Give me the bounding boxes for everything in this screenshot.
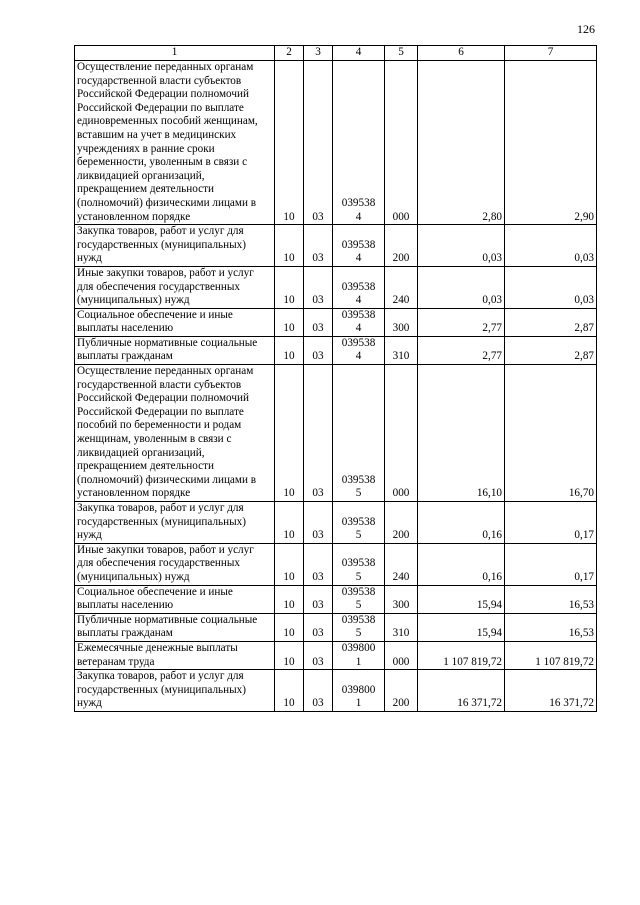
row-expense-type: 240	[385, 266, 418, 308]
row-amount-year-1: 2,77	[418, 336, 505, 364]
target-article-code: 039800	[341, 641, 376, 654]
row-name: Закупка товаров, работ и услуг для государственных (муниципальных) нужд	[75, 502, 275, 544]
row-section: 10	[275, 308, 304, 336]
target-article-suffix: 4	[355, 322, 362, 335]
row-subsection: 03	[304, 502, 333, 544]
header-col-2: 2	[275, 46, 304, 61]
target-article-suffix: 1	[355, 655, 362, 668]
row-amount-year-2: 16,53	[505, 585, 597, 613]
row-amount-year-1: 0,03	[418, 266, 505, 308]
table-row	[75, 308, 597, 336]
table-row	[75, 641, 597, 669]
target-article-suffix: 5	[355, 599, 362, 612]
table-row	[75, 502, 597, 544]
row-section: 10	[275, 336, 304, 364]
row-expense-type: 240	[385, 543, 418, 585]
row-amount-year-2: 1 107 819,72	[505, 641, 597, 669]
target-article-code: 039538	[341, 238, 376, 251]
row-name: Публичные нормативные социальные выплаты гражданам	[75, 613, 275, 641]
table-row	[75, 225, 597, 267]
row-amount-year-2: 16,53	[505, 613, 597, 641]
target-article-code: 039538	[341, 613, 376, 626]
row-expense-type: 200	[385, 225, 418, 267]
row-section: 10	[275, 502, 304, 544]
row-target-article	[333, 61, 385, 225]
row-name: Иные закупки товаров, работ и услуг для обеспечения государственных (муниципальных) нужд	[75, 266, 275, 308]
row-subsection: 03	[304, 336, 333, 364]
target-article-code: 039538	[341, 585, 376, 598]
row-amount-year-2: 2,90	[505, 61, 597, 225]
row-target-article	[333, 336, 385, 364]
row-section: 10	[275, 61, 304, 225]
target-article-code: 039800	[341, 683, 376, 696]
row-subsection: 03	[304, 61, 333, 225]
row-amount-year-2: 0,17	[505, 502, 597, 544]
row-target-article	[333, 670, 385, 712]
row-section: 10	[275, 365, 304, 502]
page-number: 126	[577, 22, 595, 36]
row-section: 10	[275, 641, 304, 669]
table-row	[75, 336, 597, 364]
row-target-article	[333, 225, 385, 267]
row-name: Социальное обеспечение и иные выплаты населению	[75, 308, 275, 336]
table-row	[75, 61, 597, 225]
table-row	[75, 266, 597, 308]
table-row	[75, 613, 597, 641]
row-amount-year-1: 2,80	[418, 61, 505, 225]
row-name: Ежемесячные денежные выплаты ветеранам труда	[75, 641, 275, 669]
row-name: Публичные нормативные социальные выплаты гражданам	[75, 336, 275, 364]
row-target-article	[333, 308, 385, 336]
target-article-suffix: 5	[355, 529, 362, 542]
row-amount-year-1: 0,16	[418, 502, 505, 544]
row-amount-year-1: 16,10	[418, 365, 505, 502]
header-col-5: 5	[385, 46, 418, 61]
target-article-suffix: 4	[355, 210, 362, 223]
row-subsection: 03	[304, 613, 333, 641]
row-section: 10	[275, 543, 304, 585]
row-subsection: 03	[304, 543, 333, 585]
target-article-code: 039538	[341, 336, 376, 349]
header-col-6: 6	[418, 46, 505, 61]
row-amount-year-1: 0,16	[418, 543, 505, 585]
row-expense-type: 300	[385, 585, 418, 613]
target-article-code: 039538	[341, 557, 376, 570]
table-header-row	[75, 46, 597, 61]
row-name: Осуществление переданных органам государственной власти субъектов Российской Федерации полномочий Российской Федерации по выплате единовременных пособий женщинам, вставшим на учет в медицинских учреждениях в ранние сроки беременности, уволенным в связи с ликвидацией организаций, прекращением деятельности (полномочий) физическими лицами в установленном порядке	[75, 61, 275, 225]
table-row	[75, 543, 597, 585]
row-expense-type: 200	[385, 670, 418, 712]
table-row	[75, 670, 597, 712]
header-col-1: 1	[75, 46, 275, 61]
target-article-suffix: 4	[355, 294, 362, 307]
target-article-suffix: 5	[355, 627, 362, 640]
row-amount-year-2: 2,87	[505, 308, 597, 336]
row-expense-type: 300	[385, 308, 418, 336]
row-section: 10	[275, 225, 304, 267]
target-article-code: 039538	[341, 308, 376, 321]
target-article-code: 039538	[341, 196, 376, 209]
row-name: Закупка товаров, работ и услуг для государственных (муниципальных) нужд	[75, 670, 275, 712]
row-expense-type: 000	[385, 365, 418, 502]
row-subsection: 03	[304, 308, 333, 336]
row-subsection: 03	[304, 266, 333, 308]
row-name: Закупка товаров, работ и услуг для государственных (муниципальных) нужд	[75, 225, 275, 267]
row-expense-type: 200	[385, 502, 418, 544]
table-row	[75, 585, 597, 613]
row-section: 10	[275, 266, 304, 308]
target-article-suffix: 4	[355, 252, 362, 265]
row-amount-year-1: 1 107 819,72	[418, 641, 505, 669]
row-section: 10	[275, 670, 304, 712]
row-amount-year-2: 0,17	[505, 543, 597, 585]
row-expense-type: 000	[385, 61, 418, 225]
row-target-article	[333, 585, 385, 613]
row-target-article	[333, 543, 385, 585]
row-name: Иные закупки товаров, работ и услуг для обеспечения государственных (муниципальных) нужд	[75, 543, 275, 585]
target-article-suffix: 5	[355, 570, 362, 583]
table-row	[75, 365, 597, 502]
row-subsection: 03	[304, 670, 333, 712]
row-subsection: 03	[304, 641, 333, 669]
target-article-code: 039538	[341, 280, 376, 293]
target-article-code: 039538	[341, 473, 376, 486]
target-article-suffix: 1	[355, 697, 362, 710]
target-article-suffix: 4	[355, 350, 362, 363]
row-amount-year-2: 0,03	[505, 266, 597, 308]
target-article-suffix: 5	[355, 487, 362, 500]
target-article-code: 039538	[341, 515, 376, 528]
row-expense-type: 310	[385, 336, 418, 364]
header-col-3: 3	[304, 46, 333, 61]
row-target-article	[333, 613, 385, 641]
row-subsection: 03	[304, 225, 333, 267]
row-amount-year-2: 16,70	[505, 365, 597, 502]
budget-table	[74, 45, 597, 712]
row-target-article	[333, 502, 385, 544]
row-amount-year-2: 16 371,72	[505, 670, 597, 712]
row-target-article	[333, 266, 385, 308]
row-subsection: 03	[304, 585, 333, 613]
row-amount-year-2: 2,87	[505, 336, 597, 364]
row-expense-type: 000	[385, 641, 418, 669]
row-name: Осуществление переданных органам государственной власти субъектов Российской Федерации полномочий Российской Федерации по выплате пособий по беременности и родам женщинам, уволенным в связи с ликвидацией организаций, прекращением деятельности (полномочий) физическими лицами в установленном порядке	[75, 365, 275, 502]
row-target-article	[333, 641, 385, 669]
row-target-article	[333, 365, 385, 502]
row-expense-type: 310	[385, 613, 418, 641]
row-amount-year-1: 2,77	[418, 308, 505, 336]
header-col-7: 7	[505, 46, 597, 61]
row-name: Социальное обеспечение и иные выплаты населению	[75, 585, 275, 613]
row-amount-year-1: 15,94	[418, 585, 505, 613]
row-amount-year-1: 15,94	[418, 613, 505, 641]
header-col-4: 4	[333, 46, 385, 61]
row-amount-year-2: 0,03	[505, 225, 597, 267]
row-amount-year-1: 0,03	[418, 225, 505, 267]
row-subsection: 03	[304, 365, 333, 502]
row-section: 10	[275, 613, 304, 641]
row-section: 10	[275, 585, 304, 613]
row-amount-year-1: 16 371,72	[418, 670, 505, 712]
